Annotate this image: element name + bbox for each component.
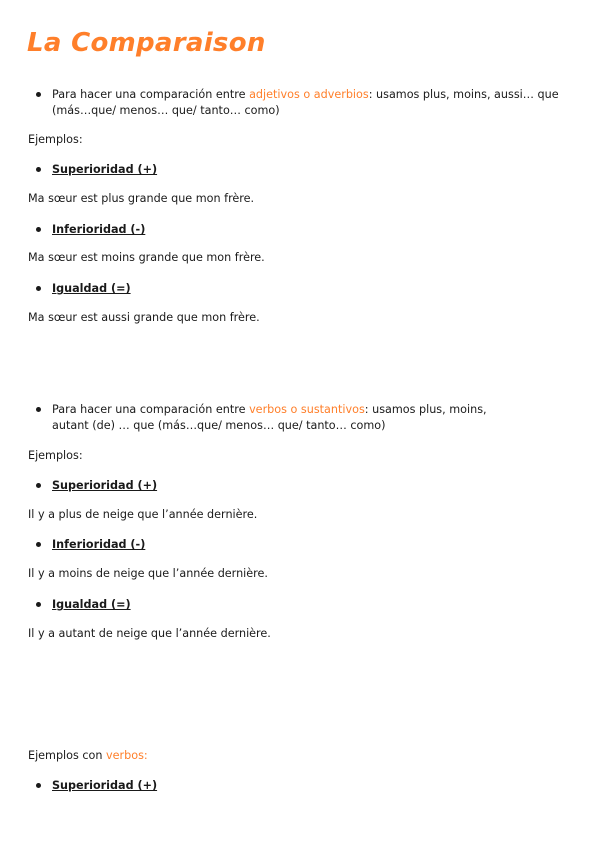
example-sentence: Il y a plus de neige que l’année dernière. (28, 508, 258, 521)
bullet-dot-icon (36, 483, 41, 488)
example-sentence: Il y a moins de neige que l’année dernière. (28, 567, 268, 580)
example-sentence: Ma sœur est aussi grande que mon frère. (28, 311, 260, 324)
intro-line-2: (más…que/ menos… que/ tanto… como) (52, 104, 280, 117)
example-sentence: Il y a autant de neige que l’année dernière. (28, 627, 271, 640)
page-title: La Comparaison (27, 28, 266, 58)
intro-post-text: : usamos plus, moins, aussi… que (368, 88, 559, 101)
heading-superioridad: Superioridad (+) (52, 479, 158, 492)
heading-inferioridad: Inferioridad (-) (52, 223, 146, 236)
intro-post-text: : usamos plus, moins, (364, 403, 487, 416)
bullet-dot-icon (36, 167, 41, 172)
highlight-verbos-sustantivos: verbos o sustantivos (249, 403, 365, 416)
ejemplos-label: Ejemplos: (28, 449, 83, 462)
heading-inferioridad: Inferioridad (-) (52, 538, 146, 551)
heading-superioridad: Superioridad (+) (52, 779, 158, 792)
bullet-dot-icon (36, 407, 41, 412)
ejemplos-con-verbos-label (28, 748, 148, 764)
label-pre-text: Ejemplos con (28, 749, 107, 762)
example-sentence: Ma sœur est plus grande que mon frère. (28, 192, 255, 205)
bullet-dot-icon (36, 602, 41, 607)
example-sentence: Ma sœur est moins grande que mon frère. (28, 251, 265, 264)
highlight-verbos: verbos: (106, 749, 148, 762)
heading-igualdad: Igualdad (=) (52, 282, 131, 295)
ejemplos-label: Ejemplos: (28, 133, 83, 146)
bullet-dot-icon (36, 783, 41, 788)
highlight-adjetivos-adverbios: adjetivos o adverbios (249, 88, 369, 101)
heading-igualdad: Igualdad (=) (52, 598, 131, 611)
bullet-dot-icon (36, 542, 41, 547)
intro-line-2: autant (de) … que (más…que/ menos… que/ tanto… como) (52, 419, 386, 432)
bullet-dot-icon (36, 92, 41, 97)
intro-pre-text: Para hacer una comparación entre (52, 88, 250, 101)
intro-pre-text: Para hacer una comparación entre (52, 403, 250, 416)
bullet-dot-icon (36, 227, 41, 232)
heading-superioridad: Superioridad (+) (52, 163, 158, 176)
intro-line-1 (52, 87, 559, 103)
bullet-dot-icon (36, 286, 41, 291)
intro-line-1 (52, 402, 487, 418)
